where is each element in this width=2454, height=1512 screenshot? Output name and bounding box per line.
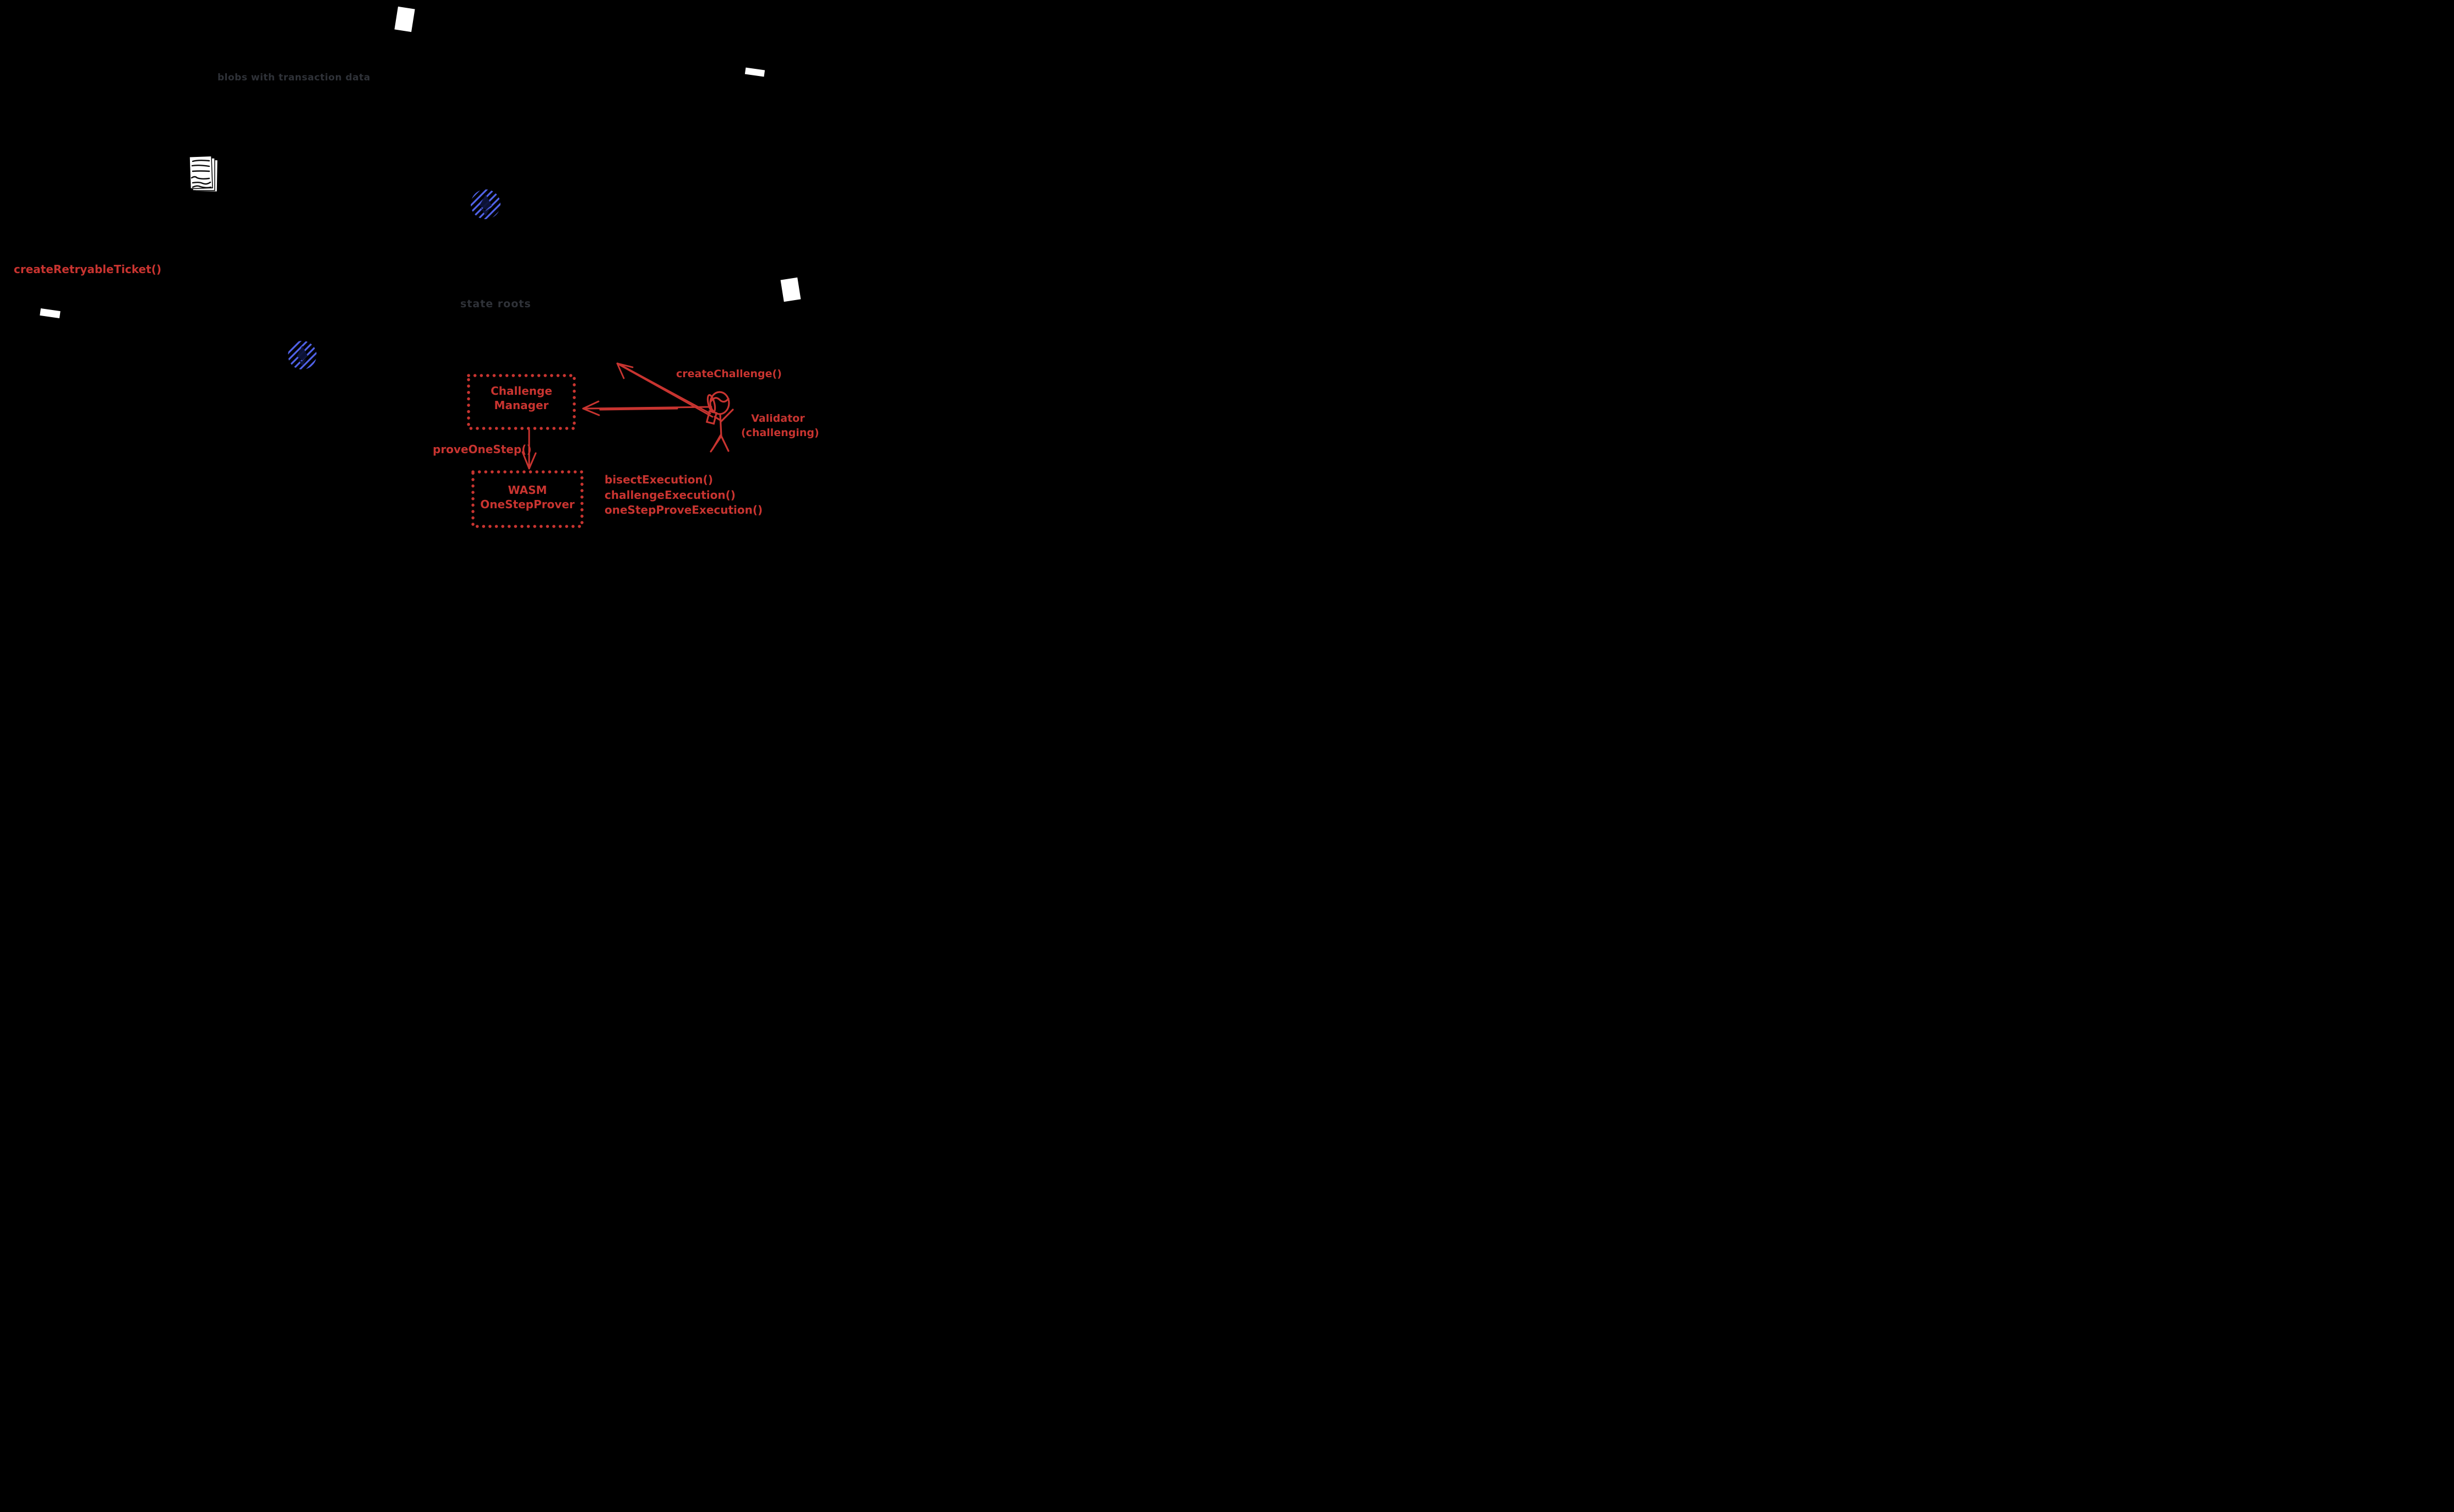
method-one-step-prove-execution: oneStepProveExecution(): [605, 503, 763, 516]
blob-card-icon: [781, 278, 801, 302]
validator-label-line2: (challenging): [741, 427, 819, 439]
state-roots-label: state roots: [460, 298, 531, 310]
validator-label: [741, 411, 819, 440]
eth-token-icon: [471, 189, 500, 219]
validator-figure-icon: [706, 392, 733, 452]
challenge-methods-list: [605, 472, 763, 518]
challenge-manager-caption-line2: Manager: [494, 399, 549, 412]
prove-one-step-label: proveOneStep(): [433, 443, 532, 456]
diagram-canvas: [0, 0, 863, 532]
wasm-prover-caption-line1: WASM: [508, 483, 547, 497]
document-stack-icon: [189, 156, 218, 192]
method-challenge-execution: challengeExecution(): [605, 488, 736, 502]
blobs-label: blobs with transaction data: [217, 72, 371, 83]
challenge-manager-caption-line1: Challenge: [491, 384, 552, 398]
blob-card-icon: [745, 68, 765, 77]
wasm-prover-caption: [473, 483, 582, 512]
validator-label-line1: Validator: [751, 412, 805, 425]
eth-token-icon: [288, 341, 317, 369]
method-bisect-execution: bisectExecution(): [605, 473, 713, 486]
wasm-prover-caption-line2: OneStepProver: [480, 498, 575, 511]
challenge-manager-caption: [469, 384, 574, 412]
blob-card-icon: [40, 308, 60, 318]
blob-card-icon: [394, 7, 415, 32]
create-retryable-ticket-label: createRetryableTicket(): [14, 263, 162, 276]
create-challenge-label: createChallenge(): [676, 368, 782, 380]
